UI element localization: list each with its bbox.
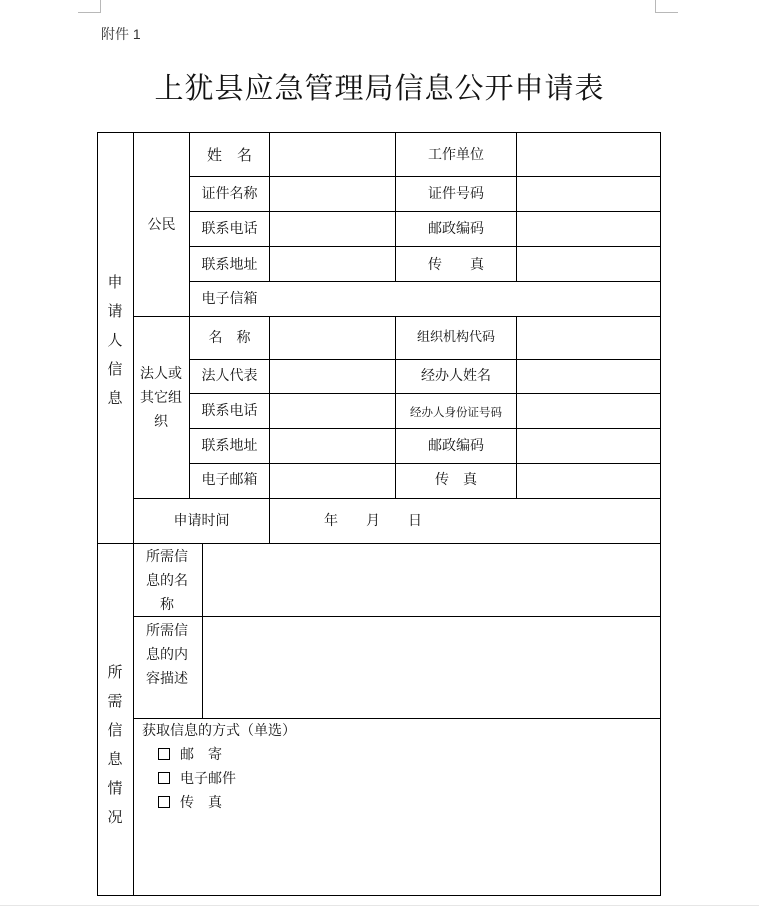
citizen-address-label: 联系地址 xyxy=(201,257,258,273)
organization-label: 法人或其它组织 xyxy=(140,366,182,430)
citizen-id-type-label: 证件名称 xyxy=(201,186,258,202)
org-agent-id-label: 经办人身份证号码 xyxy=(410,405,502,419)
table-border-right xyxy=(660,132,661,896)
page-title: 上犹县应急管理局信息公开申请表 xyxy=(154,73,605,105)
org-code-label: 组织机构代码 xyxy=(416,330,495,345)
citizen-work-unit-label: 工作单位 xyxy=(428,147,484,163)
page-corner-mark-left xyxy=(78,0,101,13)
page-corner-mark-right xyxy=(655,0,678,13)
info-description-label: 所需信息的内容描述 xyxy=(146,623,188,687)
table-border-top xyxy=(97,132,661,133)
citizen-email-label: 电子信箱 xyxy=(201,291,258,307)
apply-time-label: 申请时间 xyxy=(173,513,230,529)
apply-time-date: 年 月 日 xyxy=(324,513,422,529)
acquire-method-label: 获取信息的方式（单选） xyxy=(142,723,296,739)
org-agent-name-label: 经办人姓名 xyxy=(421,368,491,384)
org-email-label: 电子邮箱 xyxy=(201,472,258,488)
org-legal-rep-label: 法人代表 xyxy=(201,368,258,384)
citizen-fax-label: 传 真 xyxy=(428,257,484,273)
table-border-left xyxy=(97,132,98,896)
org-name-label: 名 称 xyxy=(208,330,251,346)
needed-info-label: 所需信息情况 xyxy=(107,663,123,826)
citizen-id-number-label: 证件号码 xyxy=(428,186,484,202)
checkbox-fax[interactable] xyxy=(158,796,170,808)
table-border-bottom xyxy=(97,895,661,896)
attachment-label: 附件 1 xyxy=(101,26,141,42)
option-mail[interactable]: 邮 寄 xyxy=(158,746,222,764)
citizen-name-label: 姓 名 xyxy=(206,146,252,164)
org-postcode-label: 邮政编码 xyxy=(428,438,484,454)
checkbox-mail[interactable] xyxy=(158,748,170,760)
option-email[interactable]: 电子邮件 xyxy=(158,770,236,788)
page-bottom-edge xyxy=(0,905,759,906)
org-address-label: 联系地址 xyxy=(201,438,258,454)
org-phone-label: 联系电话 xyxy=(201,403,258,419)
citizen-phone-label: 联系电话 xyxy=(201,221,258,237)
applicant-info-label: 申请人信息 xyxy=(107,273,123,407)
checkbox-email[interactable] xyxy=(158,772,170,784)
org-fax-label: 传 真 xyxy=(435,472,477,488)
citizen-label: 公民 xyxy=(147,217,176,233)
info-name-label: 所需信息的名称 xyxy=(146,549,188,613)
option-fax[interactable]: 传 真 xyxy=(158,794,222,812)
citizen-postcode-label: 邮政编码 xyxy=(428,221,484,237)
